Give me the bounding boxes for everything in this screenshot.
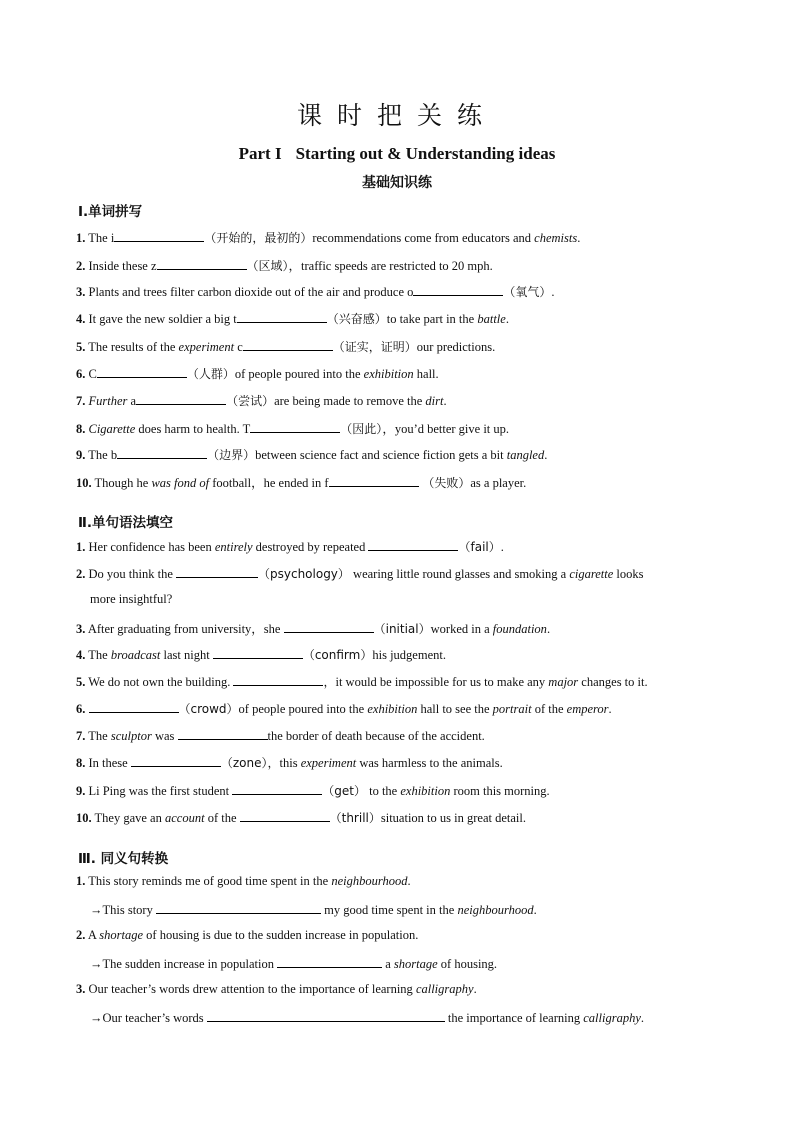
q-hint: （zone）， — [220, 756, 280, 770]
q-text: hall. — [413, 367, 439, 381]
q-text: . — [640, 1011, 645, 1025]
answer-blank[interactable] — [117, 446, 207, 459]
q-text: . — [500, 540, 504, 554]
q-number: 10. — [76, 476, 92, 490]
q-hint: （因此） — [340, 422, 383, 436]
part-label: Part I — [238, 144, 282, 163]
answer-blank[interactable] — [413, 283, 503, 296]
q-text: In these — [88, 756, 131, 770]
answer-blank[interactable] — [156, 901, 321, 914]
q-text: recommendations come from educators and — [312, 231, 535, 245]
answer-blank[interactable] — [240, 809, 330, 822]
q-hint: （边界） — [207, 448, 256, 462]
q-text: our predictions. — [416, 340, 496, 354]
answer-blank[interactable] — [114, 229, 204, 242]
answer-blank[interactable] — [178, 727, 268, 740]
q-text: The sudden increase in population — [102, 957, 278, 971]
q-text: . — [443, 394, 447, 408]
q-text: Our teacher’s words drew attention to the importance of learning — [88, 982, 416, 996]
arrow-icon: → — [90, 1011, 103, 1025]
answer-blank[interactable] — [157, 257, 247, 270]
answer-blank[interactable] — [243, 338, 333, 351]
q-text: Inside these z — [88, 259, 157, 273]
answer-blank[interactable] — [89, 700, 179, 713]
question-row — [76, 419, 509, 437]
answer-blank[interactable] — [237, 310, 327, 323]
q-hint: （initial） — [373, 622, 431, 636]
q-text: of the — [531, 702, 567, 716]
q-italic: experiment — [178, 340, 235, 354]
q-text: . — [533, 903, 537, 917]
q-italic: portrait — [492, 702, 532, 716]
q-text: It gave the new soldier a big t — [88, 312, 237, 326]
q-hint: （fail） — [458, 540, 501, 554]
q-hint: （开始的，最初的） — [204, 231, 313, 245]
q-text: Li Ping was the first student — [88, 784, 233, 798]
q-number: 7. — [76, 394, 86, 408]
q-italic: account — [164, 811, 205, 825]
answer-blank[interactable] — [232, 782, 322, 795]
answer-blank[interactable] — [250, 420, 340, 433]
arrow-icon: → — [90, 957, 103, 971]
question-row — [76, 619, 550, 637]
q-text: worked in a — [430, 622, 493, 636]
q-italic: major — [548, 675, 579, 689]
question-row — [76, 928, 418, 943]
question-row — [76, 646, 446, 663]
q-text: Plants and trees filter carbon dioxide out of the air and produce o — [88, 285, 414, 299]
q-italic: calligraphy — [583, 1011, 641, 1025]
q-number: 5. — [76, 675, 86, 689]
q-text: it would be impossible for us to make any — [335, 675, 549, 689]
section1-heading: Ⅰ.单词拼写 — [78, 204, 143, 220]
answer-blank[interactable] — [233, 673, 323, 686]
rewrite-row — [90, 955, 497, 972]
q-text: does harm to health. T — [135, 422, 251, 436]
q-number: 1. — [76, 874, 86, 888]
q-text: the border of death because of the accident. — [267, 729, 485, 743]
q-italic: entirely — [214, 540, 253, 554]
q-text: wearing little round glasses and smoking a — [349, 567, 570, 581]
q-text: of people poured into the — [238, 702, 368, 716]
question-row-continued: more insightful? — [90, 592, 173, 606]
q-hint: （confirm） — [302, 648, 373, 662]
q-text: Our teacher’s words — [102, 1011, 207, 1025]
answer-blank[interactable] — [176, 565, 258, 578]
part-title — [0, 144, 794, 164]
q-italic: broadcast — [110, 648, 161, 662]
q-italic: sculptor — [110, 729, 152, 743]
q-italic: exhibition — [363, 367, 414, 381]
q-text: . — [551, 285, 555, 299]
q-text: They gave an — [94, 811, 165, 825]
question-row — [76, 982, 477, 997]
question-row — [76, 565, 644, 582]
q-text: of housing. — [437, 957, 498, 971]
q-italic: calligraphy — [415, 982, 474, 996]
question-row — [76, 538, 504, 555]
q-text: his judgement. — [372, 648, 446, 662]
q-italic: cigarette — [569, 567, 614, 581]
question-row — [76, 446, 547, 463]
q-hint: （区域） — [246, 259, 289, 273]
q-text: football，he ended in f — [209, 476, 329, 490]
question-row — [76, 809, 526, 826]
q-text: The i — [88, 231, 115, 245]
rewrite-row — [90, 1009, 644, 1026]
q-text: was — [151, 729, 178, 743]
q-number: 9. — [76, 448, 86, 462]
question-row — [76, 874, 411, 889]
question-row — [76, 283, 555, 300]
q-text: . — [577, 231, 581, 245]
q-number: 2. — [76, 259, 86, 273]
q-hint: （thrill） — [329, 811, 381, 825]
q-text: ，traffic speeds are restricted to 20 mph. — [288, 259, 493, 273]
q-text: of housing is due to the sudden increase in population. — [143, 928, 419, 942]
q-text: Her confidence has been — [88, 540, 215, 554]
q-italic: experiment — [300, 756, 357, 770]
q-text: The — [88, 729, 111, 743]
q-number: 7. — [76, 729, 86, 743]
q-number: 2. — [76, 567, 86, 581]
answer-blank[interactable] — [213, 646, 303, 659]
q-number: 5. — [76, 340, 86, 354]
q-italic: shortage — [393, 957, 438, 971]
q-italic: tangled — [506, 448, 545, 462]
q-text: destroyed by repeated — [252, 540, 369, 554]
q-hint: （尝试） — [226, 394, 275, 408]
q-text: Do you think the — [88, 567, 176, 581]
question-row — [76, 392, 447, 409]
q-italic: dirt — [425, 394, 444, 408]
q-text: of people poured into the — [234, 367, 364, 381]
answer-blank[interactable] — [284, 620, 374, 633]
question-row — [76, 473, 526, 491]
q-number: 3. — [76, 622, 86, 636]
question-row — [76, 754, 503, 771]
q-text: situation to us in great detail. — [380, 811, 526, 825]
q-text: hall to see the — [417, 702, 493, 716]
q-text: This story — [102, 903, 156, 917]
q-text: looks — [613, 567, 644, 581]
q-hint: （crowd） — [178, 702, 239, 716]
q-text: last night — [160, 648, 213, 662]
q-text: of the — [204, 811, 240, 825]
q-text: . — [505, 312, 509, 326]
q-hint: （人群） — [186, 367, 235, 381]
section3-heading: Ⅲ. 同义句转换 — [78, 851, 169, 867]
q-text: After graduating from university，she — [87, 622, 284, 636]
question-row — [76, 700, 612, 717]
q-text: the importance of learning — [444, 1011, 584, 1025]
question-row — [76, 338, 495, 355]
q-text: Though he — [94, 476, 152, 490]
answer-blank[interactable] — [131, 754, 221, 767]
q-hint: （失败） — [418, 476, 471, 490]
q-italic: Cigarette — [88, 422, 136, 436]
q-text: changes to it. — [578, 675, 648, 689]
q-italic: battle — [477, 312, 506, 326]
q-hint: （证实，证明） — [332, 340, 417, 354]
q-number: 3. — [76, 285, 86, 299]
q-text: This story reminds me of good time spent in the — [88, 874, 332, 888]
answer-blank[interactable] — [136, 392, 226, 405]
q-text: to take part in the — [386, 312, 478, 326]
q-text: . — [407, 874, 411, 888]
q-text: . — [546, 622, 551, 636]
q-text: a — [127, 394, 137, 408]
q-italic: foundation — [492, 622, 547, 636]
q-italic: neighbourhood — [457, 903, 534, 917]
q-number: 4. — [76, 648, 86, 662]
question-row — [76, 727, 485, 744]
question-row — [76, 229, 580, 246]
q-hint: （兴奋感） — [326, 312, 387, 326]
q-number: 2. — [76, 928, 86, 942]
q-number: 4. — [76, 312, 86, 326]
q-text: ，you’d better give it up. — [382, 422, 510, 436]
q-text: between science fact and science fiction gets a bit — [255, 448, 507, 462]
q-text: The b — [88, 448, 118, 462]
page-title: 课时把关练 — [296, 101, 497, 130]
q-hint: （psychology） — [258, 567, 350, 581]
q-text: . — [473, 982, 477, 996]
q-text: as a player. — [470, 476, 527, 490]
answer-blank[interactable] — [207, 1009, 445, 1022]
q-text: The — [88, 648, 111, 662]
q-text: c — [234, 340, 243, 354]
q-text: A — [87, 928, 100, 942]
q-text: was harmless to the animals. — [356, 756, 503, 770]
question-row — [76, 673, 648, 690]
section2-heading: Ⅱ.单句语法填空 — [78, 515, 174, 531]
q-number: 6. — [76, 702, 86, 716]
answer-blank[interactable] — [329, 474, 419, 487]
part-name: Starting out & Understanding ideas — [295, 144, 556, 163]
question-row — [76, 365, 439, 382]
answer-blank[interactable] — [97, 365, 187, 378]
q-italic: exhibition — [400, 784, 451, 798]
question-row — [76, 782, 550, 799]
question-row — [76, 310, 509, 327]
q-italic: Further — [88, 394, 128, 408]
q-hint: （get） — [322, 784, 366, 798]
rewrite-row — [90, 901, 537, 918]
q-text: C — [88, 367, 97, 381]
q-hint: （氧气） — [503, 285, 552, 299]
q-italic: exhibition — [367, 702, 418, 716]
answer-blank[interactable] — [277, 955, 382, 968]
q-text: are being made to remove the — [274, 394, 426, 408]
q-text: The results of the — [88, 340, 179, 354]
q-text: . — [544, 448, 548, 462]
q-text: this — [279, 756, 301, 770]
q-text: my good time spent in the — [320, 903, 458, 917]
answer-blank[interactable] — [368, 538, 458, 551]
q-italic: was fond of — [151, 476, 210, 490]
q-italic: neighbourhood — [331, 874, 408, 888]
q-italic: chemists — [534, 231, 578, 245]
q-number: 1. — [76, 231, 86, 245]
q-text: We do not own the building. — [88, 675, 234, 689]
q-number: 1. — [76, 540, 86, 554]
q-number: 10. — [76, 811, 92, 825]
q-text: room this morning. — [450, 784, 550, 798]
q-number: 6. — [76, 367, 86, 381]
arrow-icon: → — [90, 903, 103, 917]
q-text: a — [382, 957, 394, 971]
q-hint: ， — [323, 675, 336, 689]
q-text: to the — [365, 784, 401, 798]
q-number: 3. — [76, 982, 86, 996]
q-italic: emperor — [566, 702, 609, 716]
q-number: 9. — [76, 784, 86, 798]
q-number: 8. — [76, 756, 86, 770]
question-row — [76, 256, 493, 274]
q-italic: shortage — [99, 928, 144, 942]
q-text: . — [608, 702, 612, 716]
q-number: 8. — [76, 422, 86, 436]
section-subtitle: 基础知识练 — [362, 175, 432, 191]
